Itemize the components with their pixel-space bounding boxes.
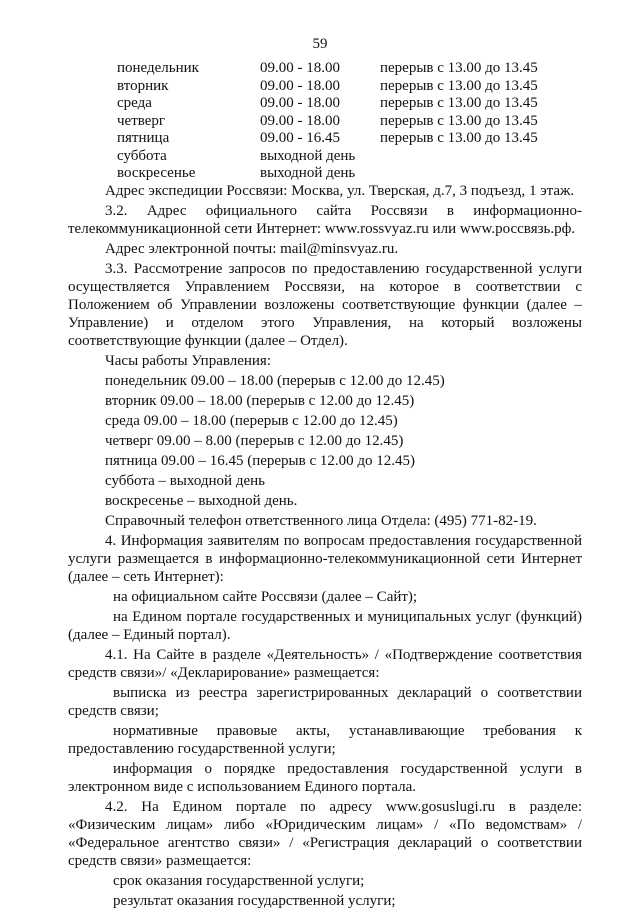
list-item: нормативные правовые акты, устанавливающие требования к предоставлению государственной услуги; xyxy=(68,723,582,757)
schedule-day: среда xyxy=(117,95,152,111)
schedule-time: выходной день xyxy=(260,165,356,181)
schedule-time: 09.00 - 16.45 xyxy=(260,130,340,146)
schedule-break: перерыв с 13.00 до 13.45 xyxy=(380,77,538,94)
section-4-paragraph: 4. Информация заявителям по вопросам предоставления государственной услуги размещается в информационно-телекоммуникационной сети Интернет (далее – сеть Интернет): xyxy=(68,533,582,585)
schedule-time: 09.00 - 18.00 xyxy=(260,77,340,94)
schedule-break: перерыв с 13.00 до 13.45 xyxy=(380,95,538,111)
section-4-2-paragraph: 4.2. На Едином портале по адресу www.gosuslugi.ru в разделе: «Физическим лицам» либо «Юридическим лицам» / «По ведомствам» / «Федеральное агентство связи» / «Регистрация деклараций о соответствии средств связи» размещается: xyxy=(68,799,582,869)
list-item: на Едином портале государственных и муниципальных услуг (функций) (далее – Единый портал). xyxy=(68,609,582,643)
management-hours-item: понедельник 09.00 – 18.00 (перерыв с 12.00 до 12.45) xyxy=(105,373,445,389)
management-paragraph: 3.3. Рассмотрение запросов по предоставлению государственной услуги осуществляется Управлением Россвязи, на которое в соответствии с Положением об Управлении возложены соответствующие функции (далее – Управление) и отделом этого Управления, на который возложены соответствующие функции (далее – Отдел). xyxy=(68,261,582,349)
management-hours-item: среда 09.00 – 18.00 (перерыв с 12.00 до 12.45) xyxy=(105,413,398,429)
schedule-time: выходной день xyxy=(260,147,356,164)
schedule-time: 09.00 - 18.00 xyxy=(260,60,340,76)
list-item: на официальном сайте Россвязи (далее – Сайт); xyxy=(113,589,418,605)
management-hours-heading: Часы работы Управления: xyxy=(105,353,272,369)
management-hours-item: воскресенье – выходной день. xyxy=(105,493,298,509)
page-number: 59 xyxy=(312,36,328,52)
management-hours-item: пятница 09.00 – 16.45 (перерыв с 12.00 до 12.45) xyxy=(105,453,416,469)
expedition-address: Адрес экспедиции Россвязи: Москва, ул. Тверская, д.7, 3 подъезд, 1 этаж. xyxy=(105,183,575,199)
management-hours-item: вторник 09.00 – 18.00 (перерыв с 12.00 до 12.45) xyxy=(105,393,415,409)
schedule-day: пятница xyxy=(117,130,170,146)
schedule-break: перерыв с 13.00 до 13.45 xyxy=(380,130,538,146)
email-paragraph: Адрес электронной почты: mail@minsvyaz.ru. xyxy=(105,241,399,257)
schedule-day: воскресенье xyxy=(117,165,196,181)
list-item: выписка из реестра зарегистрированных деклараций о соответствии средств связи; xyxy=(68,685,582,719)
management-hours-item: суббота – выходной день xyxy=(105,473,265,489)
phone-paragraph: Справочный телефон ответственного лица Отдела: (495) 771-82-19. xyxy=(105,513,537,529)
schedule-day: вторник xyxy=(117,77,169,94)
management-hours-item: четверг 09.00 – 8.00 (перерыв с 12.00 до 12.45) xyxy=(105,433,404,449)
schedule-break: перерыв с 13.00 до 13.45 xyxy=(380,112,538,129)
schedule-break: перерыв с 13.00 до 13.45 xyxy=(380,60,538,76)
official-site-paragraph: 3.2. Адрес официального сайта Россвязи в информационно-телекоммуникационной сети Интернет: www.rossvyaz.ru или www.россвязь.рф. xyxy=(68,203,582,237)
schedule-day: четверг xyxy=(117,112,166,129)
schedule-day: суббота xyxy=(117,147,167,164)
list-item: информация о порядке предоставления государственной услуги в электронном виде с использованием Единого портала. xyxy=(68,761,582,795)
schedule-time: 09.00 - 18.00 xyxy=(260,112,340,129)
section-4-1-paragraph: 4.1. На Сайте в разделе «Деятельность» / «Подтверждение соответствия средств связи»/ «Декларирование» размещается: xyxy=(68,647,582,681)
schedule-time: 09.00 - 18.00 xyxy=(260,95,340,111)
schedule-day: понедельник xyxy=(117,60,199,76)
list-item: срок оказания государственной услуги; xyxy=(113,873,365,889)
list-item: результат оказания государственной услуги; xyxy=(113,893,396,909)
document-body xyxy=(68,182,582,912)
